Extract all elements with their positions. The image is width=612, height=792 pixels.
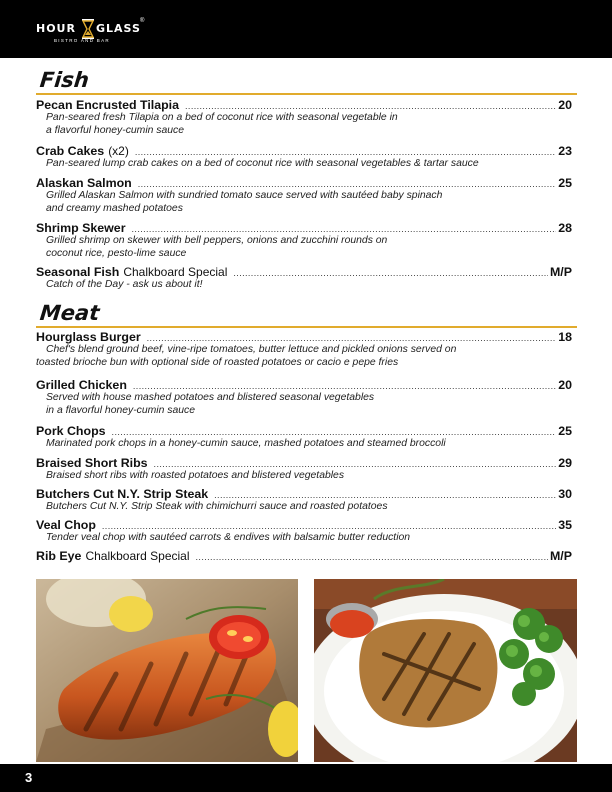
header-bar — [0, 0, 612, 58]
item-description: Pan-seared fresh Tilapia on a bed of coconut rice with seasonal vegetable in — [46, 112, 398, 123]
dot-leader — [135, 145, 556, 159]
item-price: 35 — [558, 518, 572, 532]
item-description: Served with house mashed potatoes and blistered seasonal vegetables — [46, 392, 375, 403]
item-note: Chalkboard Special — [123, 265, 228, 279]
item-price: M/P — [549, 265, 572, 279]
item-price: 25 — [558, 424, 572, 438]
item-description: Catch of the Day - ask us about it! — [46, 279, 203, 290]
pork-chop-photo — [314, 579, 577, 762]
item-description: Tender veal chop with sautéed carrots & endives with balsamic butter reduction — [46, 532, 411, 543]
item-price: 25 — [558, 176, 572, 190]
item-name: Crab Cakes — [36, 144, 105, 158]
item-name: Pecan Encrusted Tilapia — [36, 98, 180, 112]
item-name: Rib Eye — [36, 549, 82, 563]
item-note: Chalkboard Special — [85, 549, 190, 563]
item-name: Butchers Cut N.Y. Strip Steak — [36, 487, 209, 501]
section-rule-meat — [36, 326, 577, 328]
item-name: Alaskan Salmon — [36, 176, 132, 190]
item-price: 20 — [558, 98, 572, 112]
item-price: 18 — [558, 330, 572, 344]
menu-item — [36, 144, 572, 171]
item-description: Braised short ribs with roasted potatoes and blistered vegetables — [46, 470, 345, 481]
dot-leader — [112, 425, 557, 439]
dot-leader — [196, 550, 548, 564]
item-price: 29 — [558, 456, 572, 470]
menu-item — [36, 378, 572, 417]
dot-leader — [102, 519, 556, 533]
section-title-meat: Meat — [38, 301, 101, 325]
menu-item — [36, 424, 572, 451]
dot-leader — [132, 222, 557, 236]
item-description: Butchers Cut N.Y. Strip Steak with chimichurri sauce and roasted potatoes — [46, 501, 388, 512]
brand-name-left: HOUR — [36, 22, 76, 35]
page-number: 3 — [25, 770, 33, 785]
item-name: Seasonal Fish — [36, 265, 120, 279]
section-rule-fish — [36, 93, 577, 95]
item-description: Grilled shrimp on skewer with bell peppers, onions and zucchini rounds on — [46, 235, 388, 246]
item-name: Veal Chop — [36, 518, 96, 532]
item-description: Grilled Alaskan Salmon with sundried tomato sauce served with sautéed baby spinach — [46, 190, 443, 201]
dot-leader — [154, 457, 557, 471]
item-note: (x2) — [108, 144, 129, 158]
item-description: Chef's blend ground beef, vine-ripe tomatoes, butter lettuce and pickled onions served on — [46, 344, 457, 355]
dot-leader — [214, 488, 556, 502]
item-price: 20 — [558, 378, 572, 392]
brand-name-right: GLASS — [96, 22, 141, 35]
menu-item — [36, 330, 572, 369]
registered-mark: ® — [140, 18, 145, 24]
item-description: a flavorful honey-cumin sauce — [46, 124, 185, 136]
menu-item — [36, 518, 572, 545]
brand-subtitle: BISTRO AND BAR — [54, 38, 110, 43]
item-name: Hourglass Burger — [36, 330, 141, 344]
item-description: Pan-seared lump crab cakes on a bed of coconut rice with seasonal vegetables & tartar sauce — [46, 158, 479, 169]
item-description: coconut rice, pesto-lime sauce — [46, 247, 187, 259]
menu-item — [36, 549, 572, 563]
dot-leader — [185, 99, 556, 113]
item-price: 23 — [558, 144, 572, 158]
item-name: Braised Short Ribs — [36, 456, 148, 470]
item-price: M/P — [549, 549, 572, 563]
item-price: 30 — [558, 487, 572, 501]
menu-item — [36, 221, 572, 260]
item-description: in a flavorful honey-cumin sauce — [46, 404, 196, 416]
item-name: Grilled Chicken — [36, 378, 127, 392]
item-name: Shrimp Skewer — [36, 221, 126, 235]
item-description: toasted brioche bun with optional side of roasted potatoes or cacio e pepe fries — [36, 356, 399, 368]
dot-leader — [133, 379, 556, 393]
brand-logo[interactable] — [36, 18, 156, 48]
section-title-fish: Fish — [38, 68, 91, 92]
item-price: 28 — [558, 221, 572, 235]
dot-leader — [233, 266, 548, 280]
menu-item — [36, 98, 572, 137]
item-name: Pork Chops — [36, 424, 106, 438]
hourglass-icon — [81, 19, 95, 39]
menu-item — [36, 487, 572, 514]
footer-bar — [0, 764, 612, 792]
salmon-photo — [36, 579, 298, 762]
menu-item — [36, 265, 572, 292]
item-description: and creamy mashed potatoes — [46, 202, 183, 214]
dot-leader — [147, 331, 557, 345]
menu-item — [36, 456, 572, 483]
item-description: Marinated pork chops in a honey-cumin sauce, mashed potatoes and steamed broccoli — [46, 438, 446, 449]
dot-leader — [138, 177, 556, 191]
menu-item — [36, 176, 572, 215]
